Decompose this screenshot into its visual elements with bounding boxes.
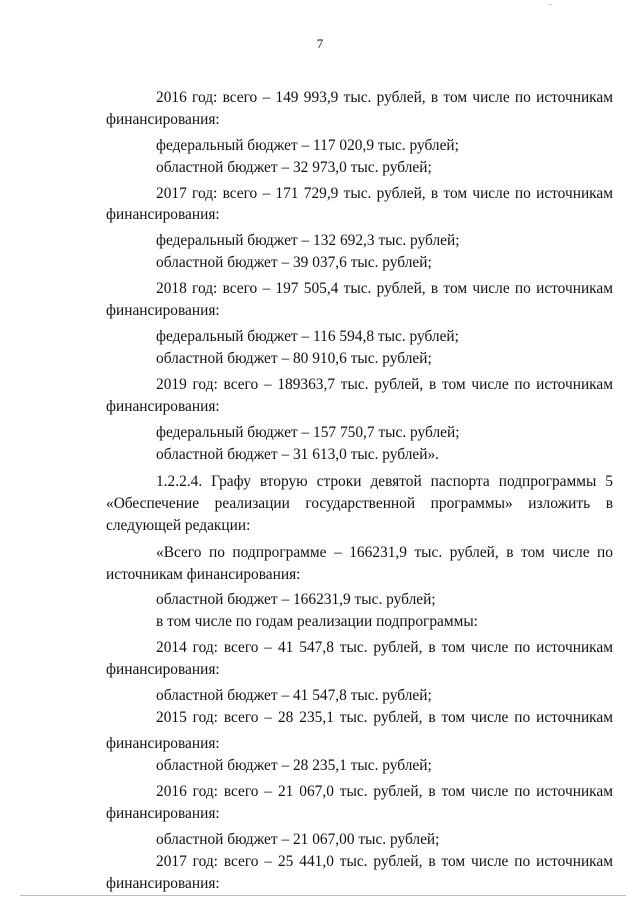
text-line: областной бюджет – 41 547,8 тыс. рублей; [156,687,432,704]
scan-mark [548,4,552,5]
page-number: 7 [316,36,324,51]
text-line: финансирования: [106,111,220,128]
text-line: 2017 год: всего – 25 441,0 тыс. рублей, в том числе по источникам [156,853,613,870]
text-line: областной бюджет – 39 037,6 тыс. рублей; [156,254,432,271]
text-line: источникам финансирования: [106,566,301,583]
text-line: областной бюджет – 80 910,6 тыс. рублей; [156,350,432,367]
text-line: федеральный бюджет – 117 020,9 тыс. рублей; [156,137,459,154]
text-line: финансирования: [106,206,220,223]
text-line: федеральный бюджет – 157 750,7 тыс. рублей; [156,424,460,441]
bottom-edge-line [20,895,626,896]
text-line: федеральный бюджет – 132 692,3 тыс. рублей; [156,232,460,249]
text-line: «Обеспечение реализации государственной программы» изложить в [106,495,613,512]
text-line: 2014 год: всего – 41 547,8 тыс. рублей, в том числе по источникам [156,639,613,656]
text-line: финансирования: [106,805,220,822]
text-line: областной бюджет – 21 067,00 тыс. рублей; [156,831,440,848]
text-line: финансирования: [106,875,220,892]
text-line: 2017 год: всего – 171 729,9 тыс. рублей, в том числе по источникам [156,185,613,202]
text-line: финансирования: [106,398,220,415]
text-line: финансирования: [106,735,220,752]
text-line: областной бюджет – 31 613,0 тыс. рублей». [156,446,440,463]
text-line: 1.2.2.4. Графу вторую строки девятой паспорта подпрограммы 5 [156,473,613,490]
text-line: 2018 год: всего – 197 505,4 тыс. рублей, в том числе по источникам [156,280,613,297]
text-line: 2016 год: всего – 21 067,0 тыс. рублей, в том числе по источникам [156,783,613,800]
text-line: «Всего по подпрограмме – 166231,9 тыс. рублей, в том числе по [156,544,613,561]
text-line: следующей редакции: [106,517,251,534]
text-line: финансирования: [106,302,220,319]
text-line: 2015 год: всего – 28 235,1 тыс. рублей, в том числе по источникам [156,709,613,726]
text-line: областной бюджет – 32 973,0 тыс. рублей; [156,159,432,176]
text-line: 2019 год: всего – 189363,7 тыс. рублей, в том числе по источникам [156,376,613,393]
text-line: в том числе по годам реализации подпрограммы: [156,613,478,630]
text-line: 2016 год: всего – 149 993,9 тыс. рублей, в том числе по источникам [156,89,613,106]
text-line: областной бюджет – 166231,9 тыс. рублей; [156,591,436,608]
text-line: областной бюджет – 28 235,1 тыс. рублей; [156,757,432,774]
text-line: федеральный бюджет – 116 594,8 тыс. рублей; [156,328,459,345]
text-line: финансирования: [106,661,220,678]
